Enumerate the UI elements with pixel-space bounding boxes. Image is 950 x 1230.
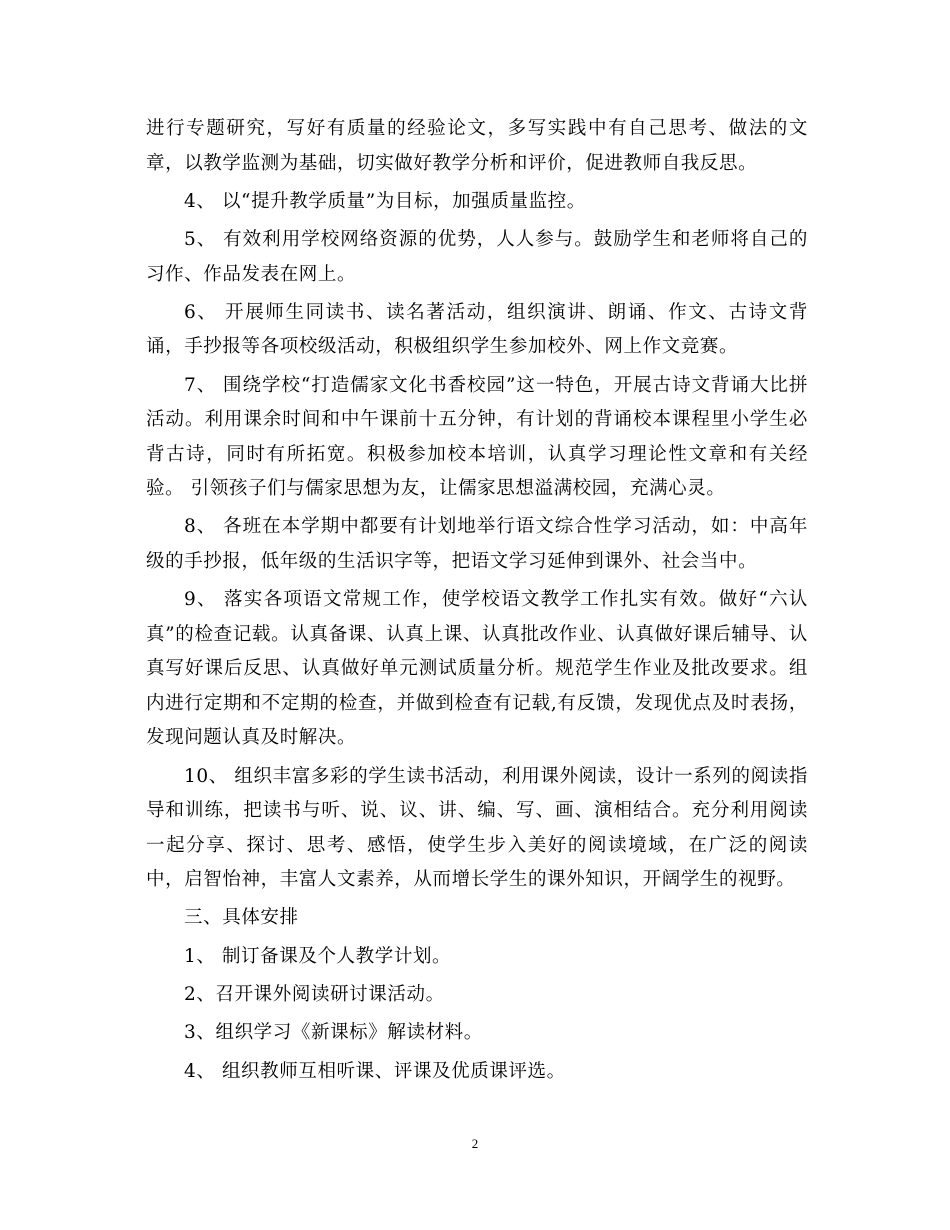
page-number: 2 <box>471 1136 479 1151</box>
paragraph-item-7: 7、 围绕学校“打造儒家文化书香校园”这一特色，开展古诗文背诵大比拼活动。利用课余时间和中午课前十五分钟，有计划的背诵校本课程里小学生必背古诗，同时有所拓宽。积极参加校本培训，认真学习理论性文章和有关经验。 引领孩子们与儒家思想为友，让儒家思想溢满校园，充满心灵。 <box>146 374 808 500</box>
paragraph-item-4: 4、 以“提升教学质量”为目标，加强质量监控。 <box>184 190 586 212</box>
section-heading-schedule: 三、具体安排 <box>184 907 299 929</box>
schedule-item-1: 1、 制订备课及个人教学计划。 <box>184 945 452 967</box>
schedule-item-3: 3、组织学习《新课标》解读材料。 <box>184 1022 483 1044</box>
paragraph-item-5: 5、 有效利用学校网络资源的优势，人人参与。鼓励学生和老师将自己的习作、作品发表在网上。 <box>146 229 808 285</box>
paragraph-continuation: 进行专题研究，写好有质量的经验论文，多写实践中有自己思考、做法的文章，以教学监测为基础，切实做好教学分析和评价，促进教师自我反思。 <box>146 118 808 174</box>
paragraph-item-6: 6、 开展师生同读书、读名著活动，组织演讲、朗诵、作文、古诗文背诵，手抄报等各项校级活动，积极组织学生参加校外、网上作文竞赛。 <box>146 301 808 358</box>
schedule-item-2: 2、召开课外阅读研讨课活动。 <box>184 983 445 1005</box>
paragraph-item-10: 10、 组织丰富多彩的学生读书活动，利用课外阅读，设计一系列的阅读指导和训练，把读书与听、说、议、讲、编、写、画、演相结合。充分利用阅读一起分享、探讨、思考、感悟，使学生步入美好的阅读境域，在广泛的阅读中，启智怡神，丰富人文素养，从而增长学生的课外知识，开阔学生的视野。 <box>146 765 808 891</box>
paragraph-item-8: 8、 各班在本学期中都要有计划地举行语文综合性学习活动，如：中高年级的手抄报，低年级的生活识字等，把语文学习延伸到课外、社会当中。 <box>146 516 808 572</box>
paragraph-item-9: 9、 落实各项语文常规工作，使学校语文教学工作扎实有效。做好“六认真”的检查记载。认真备课、认真上课、认真批改作业、认真做好课后辅导、认真写好课后反思、认真做好单元测试质量分析。规范学生作业及批改要求。组内进行定期和不定期的检查，并做到检查有记载,有反馈，发现优点及时表扬，发现问题认真及时解决。 <box>146 589 808 749</box>
schedule-item-4: 4、 组织教师互相听课、评课及优质课评选。 <box>184 1060 566 1082</box>
document-body <box>146 112 808 1093</box>
